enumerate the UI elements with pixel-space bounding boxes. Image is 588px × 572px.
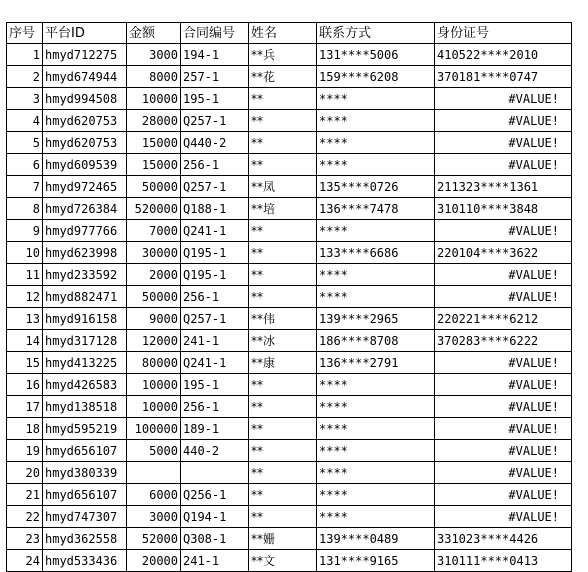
cell-amount[interactable]: 9000: [127, 308, 181, 330]
cell-name[interactable]: **: [249, 440, 317, 462]
header-platform-id[interactable]: 平台ID: [43, 23, 127, 44]
header-contact[interactable]: 联系方式: [317, 23, 435, 44]
cell-id-number[interactable]: 410522****2010: [435, 44, 572, 66]
cell-contact[interactable]: 136****7478: [317, 198, 435, 220]
cell-contact[interactable]: ****: [317, 484, 435, 506]
cell-id-number[interactable]: #VALUE!: [435, 440, 572, 462]
cell-id-number[interactable]: #VALUE!: [435, 418, 572, 440]
header-contract-no[interactable]: 合同编号: [181, 23, 249, 44]
cell-platform-id[interactable]: hmyd413225: [43, 352, 127, 374]
cell-contract-no[interactable]: 256-1: [181, 396, 249, 418]
cell-seq[interactable]: 21: [7, 484, 43, 506]
cell-seq[interactable]: 8: [7, 198, 43, 220]
cell-seq[interactable]: 22: [7, 506, 43, 528]
table-row: [7, 286, 572, 308]
spreadsheet-grid: [6, 22, 571, 568]
cell-contact[interactable]: 139****2965: [317, 308, 435, 330]
cell-name[interactable]: **: [249, 154, 317, 176]
cell-platform-id[interactable]: hmyd623998: [43, 242, 127, 264]
cell-platform-id[interactable]: hmyd747307: [43, 506, 127, 528]
cell-name[interactable]: **: [249, 462, 317, 484]
cell-amount[interactable]: 8000: [127, 66, 181, 88]
table-row: [7, 506, 572, 528]
cell-id-number[interactable]: #VALUE!: [435, 484, 572, 506]
cell-seq[interactable]: 13: [7, 308, 43, 330]
cell-contract-no[interactable]: 440-2: [181, 440, 249, 462]
cell-id-number[interactable]: #VALUE!: [435, 110, 572, 132]
table-row: [7, 550, 572, 572]
cell-name[interactable]: **姗: [249, 528, 317, 550]
cell-contract-no[interactable]: Q241-1: [181, 352, 249, 374]
cell-amount[interactable]: 520000: [127, 198, 181, 220]
cell-name[interactable]: **: [249, 220, 317, 242]
cell-seq[interactable]: 5: [7, 132, 43, 154]
cell-contract-no[interactable]: 256-1: [181, 154, 249, 176]
header-id-number[interactable]: 身份证号: [435, 23, 572, 44]
cell-id-number[interactable]: 220221****6212: [435, 308, 572, 330]
cell-platform-id[interactable]: hmyd595219: [43, 418, 127, 440]
cell-contract-no[interactable]: 257-1: [181, 66, 249, 88]
cell-contract-no[interactable]: Q308-1: [181, 528, 249, 550]
cell-contact[interactable]: ****: [317, 506, 435, 528]
cell-contact[interactable]: 131****5006: [317, 44, 435, 66]
cell-platform-id[interactable]: hmyd994508: [43, 88, 127, 110]
cell-contract-no[interactable]: 189-1: [181, 418, 249, 440]
table-row: [7, 66, 572, 88]
header-amount[interactable]: 金额: [127, 23, 181, 44]
cell-name[interactable]: **伟: [249, 308, 317, 330]
cell-amount[interactable]: 50000: [127, 286, 181, 308]
cell-contact[interactable]: ****: [317, 132, 435, 154]
cell-id-number[interactable]: 211323****1361: [435, 176, 572, 198]
cell-name[interactable]: **: [249, 396, 317, 418]
header-seq[interactable]: 序号: [7, 23, 43, 44]
cell-contract-no[interactable]: 194-1: [181, 44, 249, 66]
cell-amount[interactable]: 5000: [127, 440, 181, 462]
cell-seq[interactable]: 7: [7, 176, 43, 198]
cell-platform-id[interactable]: hmyd362558: [43, 528, 127, 550]
cell-platform-id[interactable]: hmyd656107: [43, 484, 127, 506]
cell-contact[interactable]: 186****8708: [317, 330, 435, 352]
cell-seq[interactable]: 16: [7, 374, 43, 396]
header-name[interactable]: 姓名: [249, 23, 317, 44]
cell-name[interactable]: **: [249, 110, 317, 132]
cell-contact[interactable]: ****: [317, 418, 435, 440]
table-row: [7, 462, 572, 484]
cell-id-number[interactable]: #VALUE!: [435, 286, 572, 308]
cell-contact[interactable]: ****: [317, 286, 435, 308]
cell-seq[interactable]: 3: [7, 88, 43, 110]
cell-amount[interactable]: 10000: [127, 374, 181, 396]
cell-platform-id[interactable]: hmyd726384: [43, 198, 127, 220]
cell-contact[interactable]: ****: [317, 264, 435, 286]
cell-platform-id[interactable]: hmyd916158: [43, 308, 127, 330]
cell-contract-no[interactable]: 195-1: [181, 374, 249, 396]
cell-contact[interactable]: ****: [317, 462, 435, 484]
cell-contract-no[interactable]: Q257-1: [181, 308, 249, 330]
table-row: [7, 198, 572, 220]
cell-amount[interactable]: 10000: [127, 88, 181, 110]
cell-platform-id[interactable]: hmyd380339: [43, 462, 127, 484]
cell-amount[interactable]: 52000: [127, 528, 181, 550]
cell-id-number[interactable]: #VALUE!: [435, 264, 572, 286]
cell-amount[interactable]: [127, 462, 181, 484]
cell-amount[interactable]: 80000: [127, 352, 181, 374]
cell-name[interactable]: **: [249, 374, 317, 396]
cell-contract-no[interactable]: 195-1: [181, 88, 249, 110]
cell-contract-no[interactable]: 241-1: [181, 330, 249, 352]
cell-seq[interactable]: 17: [7, 396, 43, 418]
cell-amount[interactable]: 7000: [127, 220, 181, 242]
table-body: [7, 44, 572, 572]
cell-name[interactable]: **: [249, 88, 317, 110]
cell-seq[interactable]: 12: [7, 286, 43, 308]
cell-amount[interactable]: 10000: [127, 396, 181, 418]
cell-contract-no[interactable]: Q188-1: [181, 198, 249, 220]
cell-id-number[interactable]: 331023****4426: [435, 528, 572, 550]
cell-seq[interactable]: 19: [7, 440, 43, 462]
cell-id-number[interactable]: #VALUE!: [435, 220, 572, 242]
cell-seq[interactable]: 9: [7, 220, 43, 242]
cell-amount[interactable]: 50000: [127, 176, 181, 198]
cell-amount[interactable]: 15000: [127, 154, 181, 176]
cell-contact[interactable]: ****: [317, 88, 435, 110]
table-row: [7, 154, 572, 176]
cell-id-number[interactable]: #VALUE!: [435, 352, 572, 374]
cell-id-number[interactable]: 310111****0413: [435, 550, 572, 572]
table-row: [7, 528, 572, 550]
cell-contract-no[interactable]: 256-1: [181, 286, 249, 308]
cell-name[interactable]: **: [249, 418, 317, 440]
table-row: [7, 352, 572, 374]
cell-name[interactable]: **培: [249, 198, 317, 220]
cell-name[interactable]: **: [249, 264, 317, 286]
cell-contact[interactable]: 133****6686: [317, 242, 435, 264]
cell-seq[interactable]: 20: [7, 462, 43, 484]
cell-seq[interactable]: 2: [7, 66, 43, 88]
cell-contract-no[interactable]: Q256-1: [181, 484, 249, 506]
cell-seq[interactable]: 10: [7, 242, 43, 264]
cell-amount[interactable]: 12000: [127, 330, 181, 352]
table-row: [7, 396, 572, 418]
cell-platform-id[interactable]: hmyd609539: [43, 154, 127, 176]
cell-id-number[interactable]: #VALUE!: [435, 88, 572, 110]
cell-platform-id[interactable]: hmyd977766: [43, 220, 127, 242]
cell-name[interactable]: **: [249, 242, 317, 264]
cell-id-number[interactable]: #VALUE!: [435, 462, 572, 484]
cell-amount[interactable]: 20000: [127, 550, 181, 572]
cell-contract-no[interactable]: Q195-1: [181, 242, 249, 264]
cell-contract-no[interactable]: [181, 462, 249, 484]
cell-amount[interactable]: 30000: [127, 242, 181, 264]
cell-name[interactable]: **兵: [249, 44, 317, 66]
cell-contact[interactable]: ****: [317, 154, 435, 176]
table-row: [7, 330, 572, 352]
table-row: [7, 220, 572, 242]
table-row: [7, 374, 572, 396]
table-row: [7, 132, 572, 154]
cell-platform-id[interactable]: hmyd972465: [43, 176, 127, 198]
cell-name[interactable]: **: [249, 484, 317, 506]
cell-id-number[interactable]: 310110****3848: [435, 198, 572, 220]
cell-contact[interactable]: 159****6208: [317, 66, 435, 88]
cell-name[interactable]: **凤: [249, 176, 317, 198]
cell-contract-no[interactable]: Q194-1: [181, 506, 249, 528]
cell-name[interactable]: **: [249, 132, 317, 154]
cell-contact[interactable]: ****: [317, 110, 435, 132]
table-row: [7, 308, 572, 330]
cell-platform-id[interactable]: hmyd317128: [43, 330, 127, 352]
header-row: [7, 23, 572, 44]
cell-platform-id[interactable]: hmyd138518: [43, 396, 127, 418]
cell-id-number[interactable]: 370181****0747: [435, 66, 572, 88]
cell-name[interactable]: **冰: [249, 330, 317, 352]
cell-platform-id[interactable]: hmyd533436: [43, 550, 127, 572]
cell-platform-id[interactable]: hmyd656107: [43, 440, 127, 462]
cell-seq[interactable]: 11: [7, 264, 43, 286]
cell-contact[interactable]: 136****2791: [317, 352, 435, 374]
cell-amount[interactable]: 3000: [127, 44, 181, 66]
table-row: [7, 242, 572, 264]
cell-name[interactable]: **文: [249, 550, 317, 572]
cell-contract-no[interactable]: Q257-1: [181, 110, 249, 132]
cell-id-number[interactable]: #VALUE!: [435, 374, 572, 396]
cell-contract-no[interactable]: Q440-2: [181, 132, 249, 154]
cell-seq[interactable]: 1: [7, 44, 43, 66]
cell-contract-no[interactable]: Q241-1: [181, 220, 249, 242]
cell-contact[interactable]: 139****0489: [317, 528, 435, 550]
table-row: [7, 440, 572, 462]
cell-amount[interactable]: 2000: [127, 264, 181, 286]
cell-contract-no[interactable]: Q257-1: [181, 176, 249, 198]
cell-amount[interactable]: 6000: [127, 484, 181, 506]
table-row: [7, 44, 572, 66]
cell-seq[interactable]: 4: [7, 110, 43, 132]
cell-name[interactable]: **: [249, 506, 317, 528]
cell-platform-id[interactable]: hmyd426583: [43, 374, 127, 396]
table-row: [7, 484, 572, 506]
cell-contact[interactable]: ****: [317, 374, 435, 396]
cell-amount[interactable]: 100000: [127, 418, 181, 440]
cell-id-number[interactable]: #VALUE!: [435, 132, 572, 154]
table-row: [7, 418, 572, 440]
cell-amount[interactable]: 28000: [127, 110, 181, 132]
table-row: [7, 88, 572, 110]
cell-contact[interactable]: ****: [317, 440, 435, 462]
cell-contact[interactable]: 131****9165: [317, 550, 435, 572]
cell-seq[interactable]: 23: [7, 528, 43, 550]
cell-platform-id[interactable]: hmyd233592: [43, 264, 127, 286]
table-row: [7, 264, 572, 286]
cell-platform-id[interactable]: hmyd882471: [43, 286, 127, 308]
cell-name[interactable]: **康: [249, 352, 317, 374]
table-row: [7, 176, 572, 198]
table-row: [7, 110, 572, 132]
cell-id-number[interactable]: #VALUE!: [435, 506, 572, 528]
cell-amount[interactable]: 3000: [127, 506, 181, 528]
cell-contact[interactable]: ****: [317, 220, 435, 242]
cell-id-number[interactable]: 370283****6222: [435, 330, 572, 352]
cell-platform-id[interactable]: hmyd620753: [43, 132, 127, 154]
data-table: [6, 22, 572, 572]
cell-contact[interactable]: 135****0726: [317, 176, 435, 198]
cell-contract-no[interactable]: Q195-1: [181, 264, 249, 286]
cell-seq[interactable]: 14: [7, 330, 43, 352]
cell-id-number[interactable]: #VALUE!: [435, 396, 572, 418]
cell-amount[interactable]: 15000: [127, 132, 181, 154]
cell-id-number[interactable]: #VALUE!: [435, 154, 572, 176]
cell-seq[interactable]: 15: [7, 352, 43, 374]
cell-seq[interactable]: 18: [7, 418, 43, 440]
cell-name[interactable]: **花: [249, 66, 317, 88]
cell-id-number[interactable]: 220104****3622: [435, 242, 572, 264]
cell-contact[interactable]: ****: [317, 396, 435, 418]
cell-platform-id[interactable]: hmyd712275: [43, 44, 127, 66]
cell-platform-id[interactable]: hmyd620753: [43, 110, 127, 132]
cell-seq[interactable]: 24: [7, 550, 43, 572]
cell-seq[interactable]: 6: [7, 154, 43, 176]
cell-platform-id[interactable]: hmyd674944: [43, 66, 127, 88]
cell-name[interactable]: **: [249, 286, 317, 308]
cell-contract-no[interactable]: 241-1: [181, 550, 249, 572]
